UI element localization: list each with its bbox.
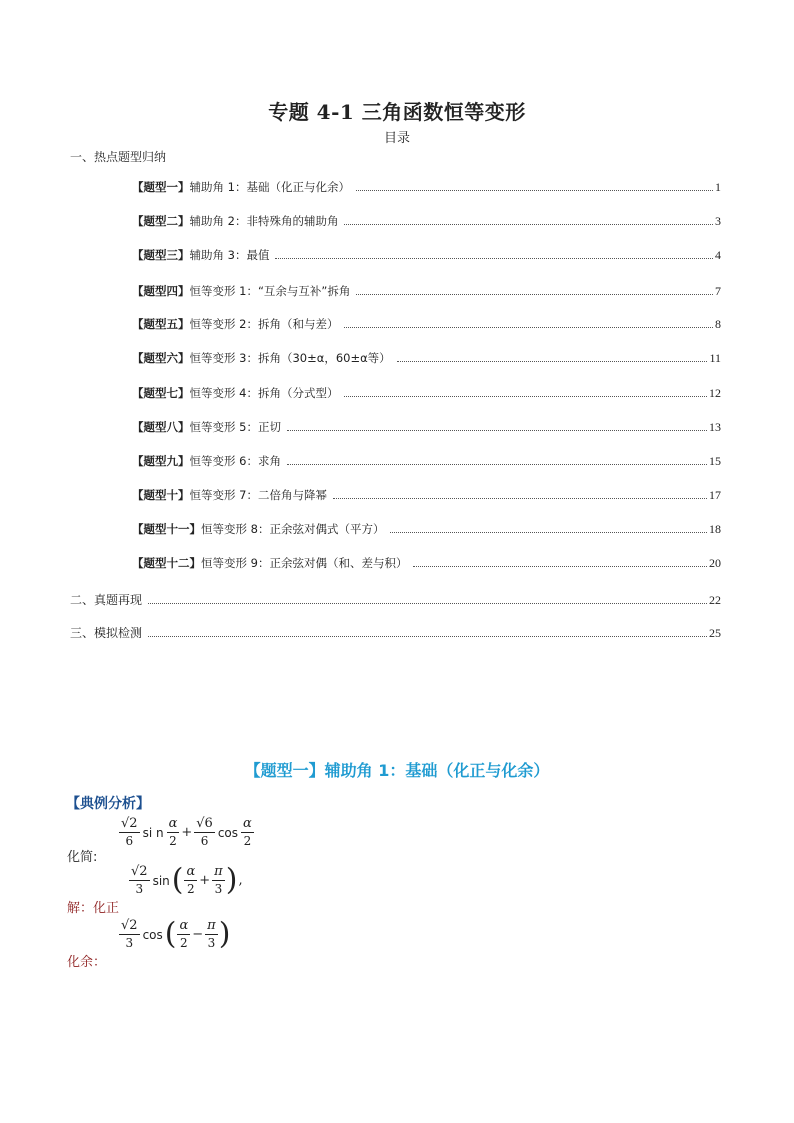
toc-item-text: 恒等变形 6：求角 bbox=[189, 454, 281, 468]
toc-item-page: 8 bbox=[715, 317, 721, 331]
toc-item-text: 恒等变形 5：正切 bbox=[189, 420, 281, 434]
toc-item-tag: 【题型六】 bbox=[132, 351, 190, 365]
example-analysis-tag: 【典例分析】 bbox=[66, 796, 150, 812]
toc-item-tag: 【题型八】 bbox=[132, 420, 190, 434]
toc-item-page: 11 bbox=[709, 351, 721, 365]
toc-leader bbox=[397, 361, 708, 362]
toc-item-page: 15 bbox=[709, 454, 721, 468]
toc-item-tag: 【题型三】 bbox=[132, 248, 190, 262]
page-title: 专题 4-1 三角函数恒等变形 bbox=[268, 100, 526, 124]
toc-leader bbox=[356, 294, 713, 295]
toc-item-text: 恒等变形 3：拆角（30±α，60±α等） bbox=[189, 351, 391, 365]
toc-heading: 目录 bbox=[383, 131, 410, 146]
toc-item[interactable] bbox=[132, 419, 721, 435]
toc-leader bbox=[148, 636, 707, 637]
toc-item[interactable] bbox=[132, 555, 721, 571]
toc-leader bbox=[390, 532, 707, 533]
toc-leader bbox=[333, 498, 707, 499]
toc-item-tag: 【题型七】 bbox=[132, 386, 190, 400]
solution-label: 解：化正 bbox=[67, 901, 120, 916]
toc-item-tag: 【题型四】 bbox=[132, 284, 190, 298]
problem-label: 化简: bbox=[67, 850, 98, 865]
toc-item[interactable] bbox=[132, 521, 721, 537]
toc-leader bbox=[287, 464, 707, 465]
toc-item-text: 恒等变形 9：正余弦对偶（和、差与积） bbox=[201, 556, 408, 570]
toc-item[interactable] bbox=[132, 453, 721, 469]
toc-item[interactable] bbox=[132, 283, 721, 299]
toc-item[interactable] bbox=[132, 213, 721, 229]
toc-item-tag: 【题型二】 bbox=[132, 214, 190, 228]
toc-item-text: 恒等变形 8：正余弦对偶式（平方） bbox=[201, 522, 385, 536]
toc-item-text: 辅助角 2：非特殊角的辅助角 bbox=[189, 214, 339, 228]
toc-leader bbox=[344, 396, 707, 397]
toc-leader bbox=[356, 190, 713, 191]
toc-item[interactable] bbox=[132, 247, 721, 263]
problem-expression: $\frac{√2}{6}$ si n $\frac{\alpha}{2}$ + $\frac{√6}{6}$ cos $\frac{\alpha}{2}$ bbox=[121, 816, 252, 848]
toc-item-tag: 【题型九】 bbox=[132, 454, 190, 468]
solution-sin-expression: $\frac{√2}{3}$ sin( $\frac{\alpha}{2}$ + $\frac{\pi}{3}$ ), bbox=[131, 862, 243, 898]
toc-item[interactable] bbox=[132, 316, 721, 332]
toc-item-page: 12 bbox=[709, 386, 721, 400]
toc-item-page: 17 bbox=[709, 488, 721, 502]
toc-leader bbox=[287, 430, 707, 431]
toc-section-1: 一、热点题型归纳 bbox=[70, 150, 167, 164]
toc-item-tag: 【题型十】 bbox=[132, 488, 190, 502]
toc-item-text: 恒等变形 2：拆角（和与差） bbox=[189, 317, 339, 331]
toc-item-page: 18 bbox=[709, 522, 721, 536]
toc-item[interactable] bbox=[132, 487, 721, 503]
toc-item-text: 辅助角 3：最值 bbox=[189, 248, 270, 262]
toc-item-page: 3 bbox=[715, 214, 721, 228]
toc-item-page: 7 bbox=[715, 284, 721, 298]
toc-item-page: 13 bbox=[709, 420, 721, 434]
toc-leader bbox=[344, 327, 713, 328]
toc-item-page: 1 bbox=[715, 180, 721, 194]
toc-item-page: 22 bbox=[709, 593, 721, 607]
toc-item-text: 辅助角 1：基础（化正与化余） bbox=[189, 180, 350, 194]
section-title: 【题型一】辅助角 1：基础（化正与化余） bbox=[244, 761, 550, 780]
toc-leader bbox=[413, 566, 707, 567]
toc-item-page: 20 bbox=[709, 556, 721, 570]
toc-leader bbox=[344, 224, 713, 225]
cos-form-label: 化余： bbox=[67, 955, 107, 970]
toc-leader bbox=[148, 603, 707, 604]
toc-section-label: 三、模拟检测 bbox=[70, 626, 143, 640]
toc-item-text: 恒等变形 7：二倍角与降幂 bbox=[189, 488, 327, 502]
toc-item-tag: 【题型十二】 bbox=[132, 556, 201, 570]
toc-section-2[interactable] bbox=[70, 591, 721, 608]
toc-item[interactable] bbox=[132, 179, 721, 195]
toc-item-tag: 【题型十一】 bbox=[132, 522, 201, 536]
toc-item-page: 25 bbox=[709, 626, 721, 640]
toc-item-text: 恒等变形 1：“互余与互补”拆角 bbox=[189, 284, 351, 298]
toc-section-3[interactable] bbox=[70, 624, 721, 641]
solution-cos-expression: $\frac{√2}{3}$ cos( $\frac{\alpha}{2}$ − $\frac{\pi}{3}$ ) bbox=[121, 916, 231, 952]
toc-item-tag: 【题型五】 bbox=[132, 317, 190, 331]
toc-section-label: 二、真题再现 bbox=[70, 593, 143, 607]
toc-item[interactable] bbox=[132, 350, 721, 366]
toc-leader bbox=[275, 258, 713, 259]
toc-item[interactable] bbox=[132, 385, 721, 401]
toc-item-page: 4 bbox=[715, 248, 721, 262]
toc-item-text: 恒等变形 4：拆角（分式型） bbox=[189, 386, 339, 400]
toc-item-tag: 【题型一】 bbox=[132, 180, 190, 194]
